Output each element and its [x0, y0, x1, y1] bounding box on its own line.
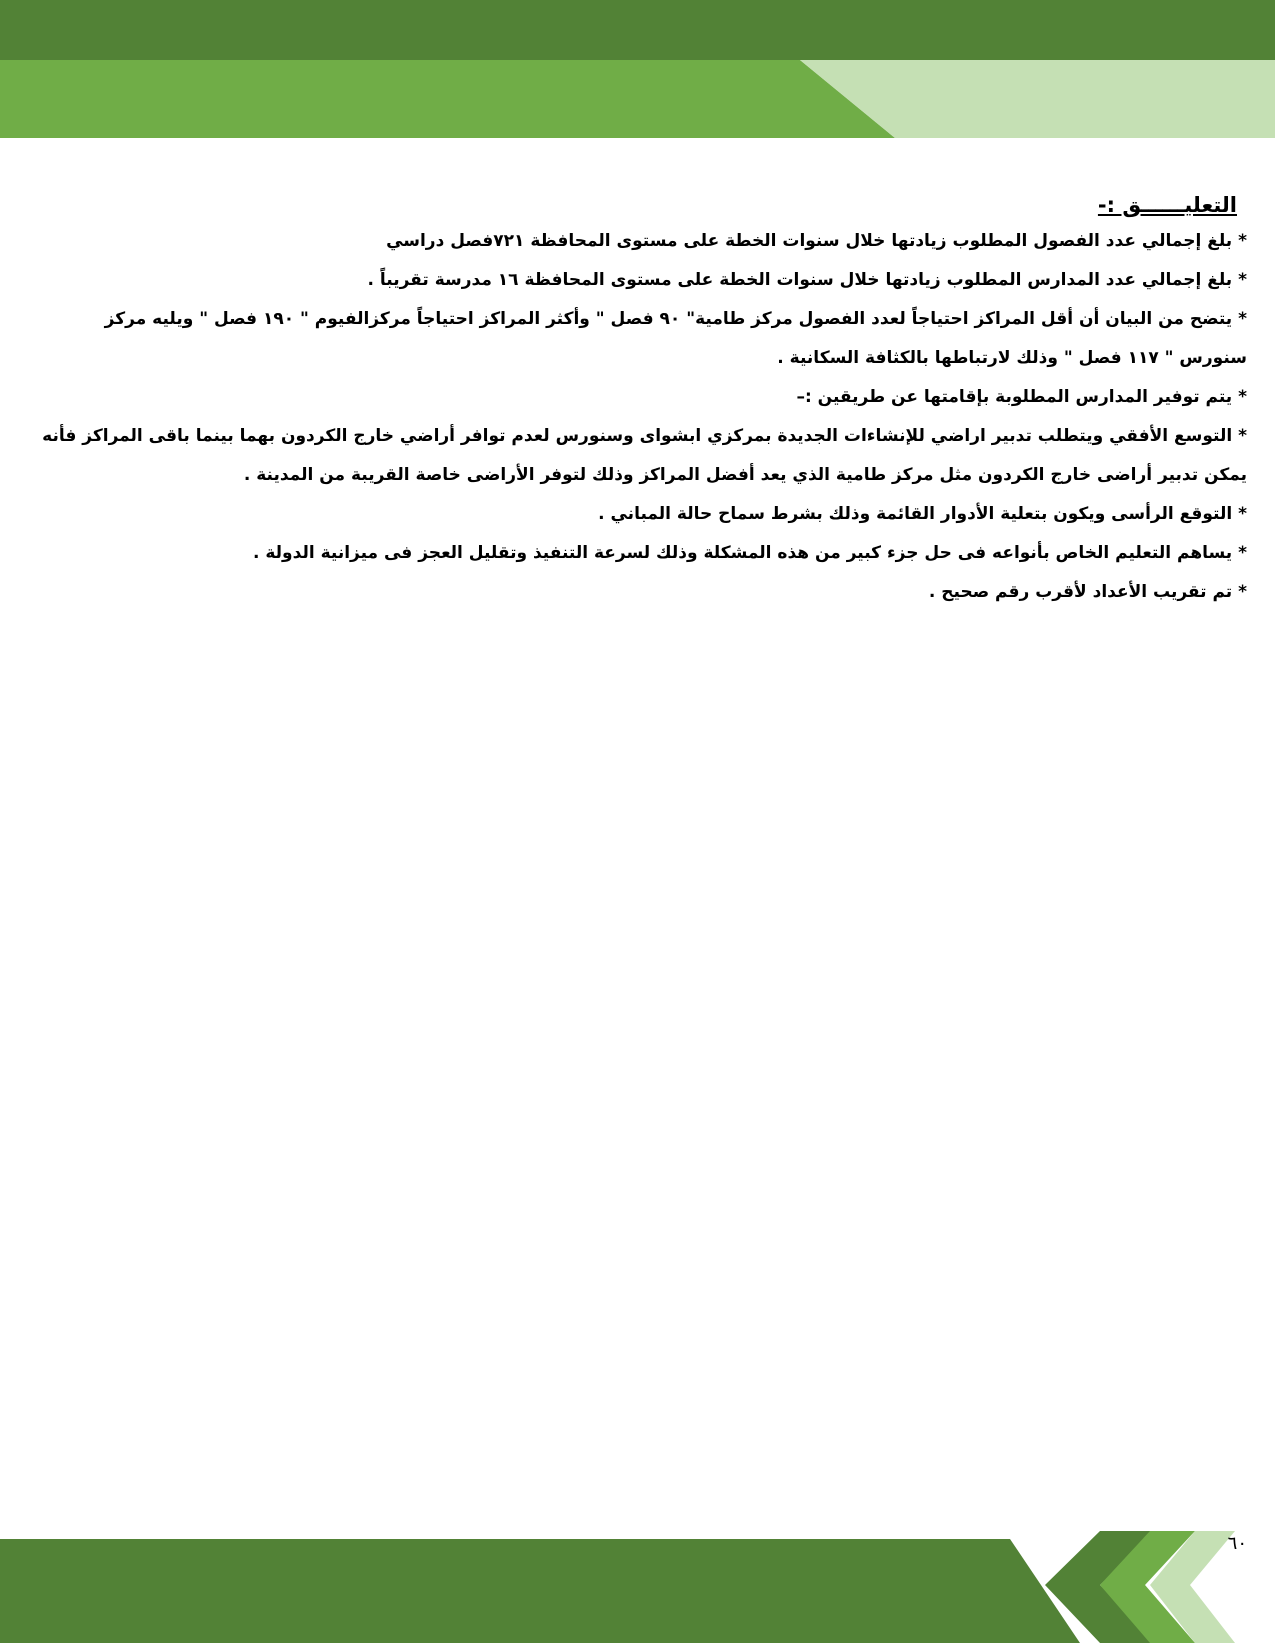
paragraph-6: * التوقع الرأسى ويكون بتعلية الأدوار القائمة وذلك بشرط سماح حالة المباني . — [598, 504, 1247, 524]
page-number: ٦٠ — [1227, 1533, 1247, 1554]
footer-dark-band — [0, 1539, 1080, 1643]
paragraph-3: * يتضح من البيان أن أقل المراكز احتياجاً لعدد الفصول مركز طامية" ٩٠ فصل " وأكثر المراكز احتياجاً مركزالفيوم " ١٩٠ فصل " ويليه مركز سنورس " ١١٧ فصل " وذلك لارتباطها بالكثافة السكانية . — [104, 309, 1247, 368]
header-banner — [0, 0, 1275, 140]
document-body — [38, 188, 1247, 612]
footer-banner — [0, 1525, 1275, 1650]
paragraph-5: * التوسع الأفقي ويتطلب تدبير اراضي للإنشاءات الجديدة بمركزي ابشواى وسنورس لعدم توافر أراضي خارج الكردون بهما بينما باقى المراكز فأنه يمكن تدبير أراضى خارج الكردون مثل مركز طامية الذي يعد أفضل المراكز وذلك لتوفر الأراضى خاصة القريبة من المدينة . — [42, 426, 1247, 485]
paragraph-2: * بلغ إجمالي عدد المدارس المطلوب زيادتها خلال سنوات الخطة على مستوى المحافظة ١٦ مدرسة تقريباً . — [367, 270, 1247, 290]
paragraph-7: * يساهم التعليم الخاص بأنواعه فى حل جزء كبير من هذه المشكلة وذلك لسرعة التنفيذ وتقليل العجز فى ميزانية الدولة . — [252, 543, 1247, 563]
section-heading: التعليــــــق :- — [1097, 193, 1237, 217]
header-green-band — [0, 60, 895, 138]
header-dark-stripe — [0, 0, 1275, 60]
paragraph-4: * يتم توفير المدارس المطلوبة بإقامتها عن طريقين :– — [796, 387, 1247, 407]
paragraph-1: * بلغ إجمالي عدد الفصول المطلوب زيادتها خلال سنوات الخطة على مستوى المحافظة ٧٢١فصل دراسي — [386, 231, 1247, 251]
paragraph-8: * تم تقريب الأعداد لأقرب رقم صحيح . — [928, 582, 1247, 602]
